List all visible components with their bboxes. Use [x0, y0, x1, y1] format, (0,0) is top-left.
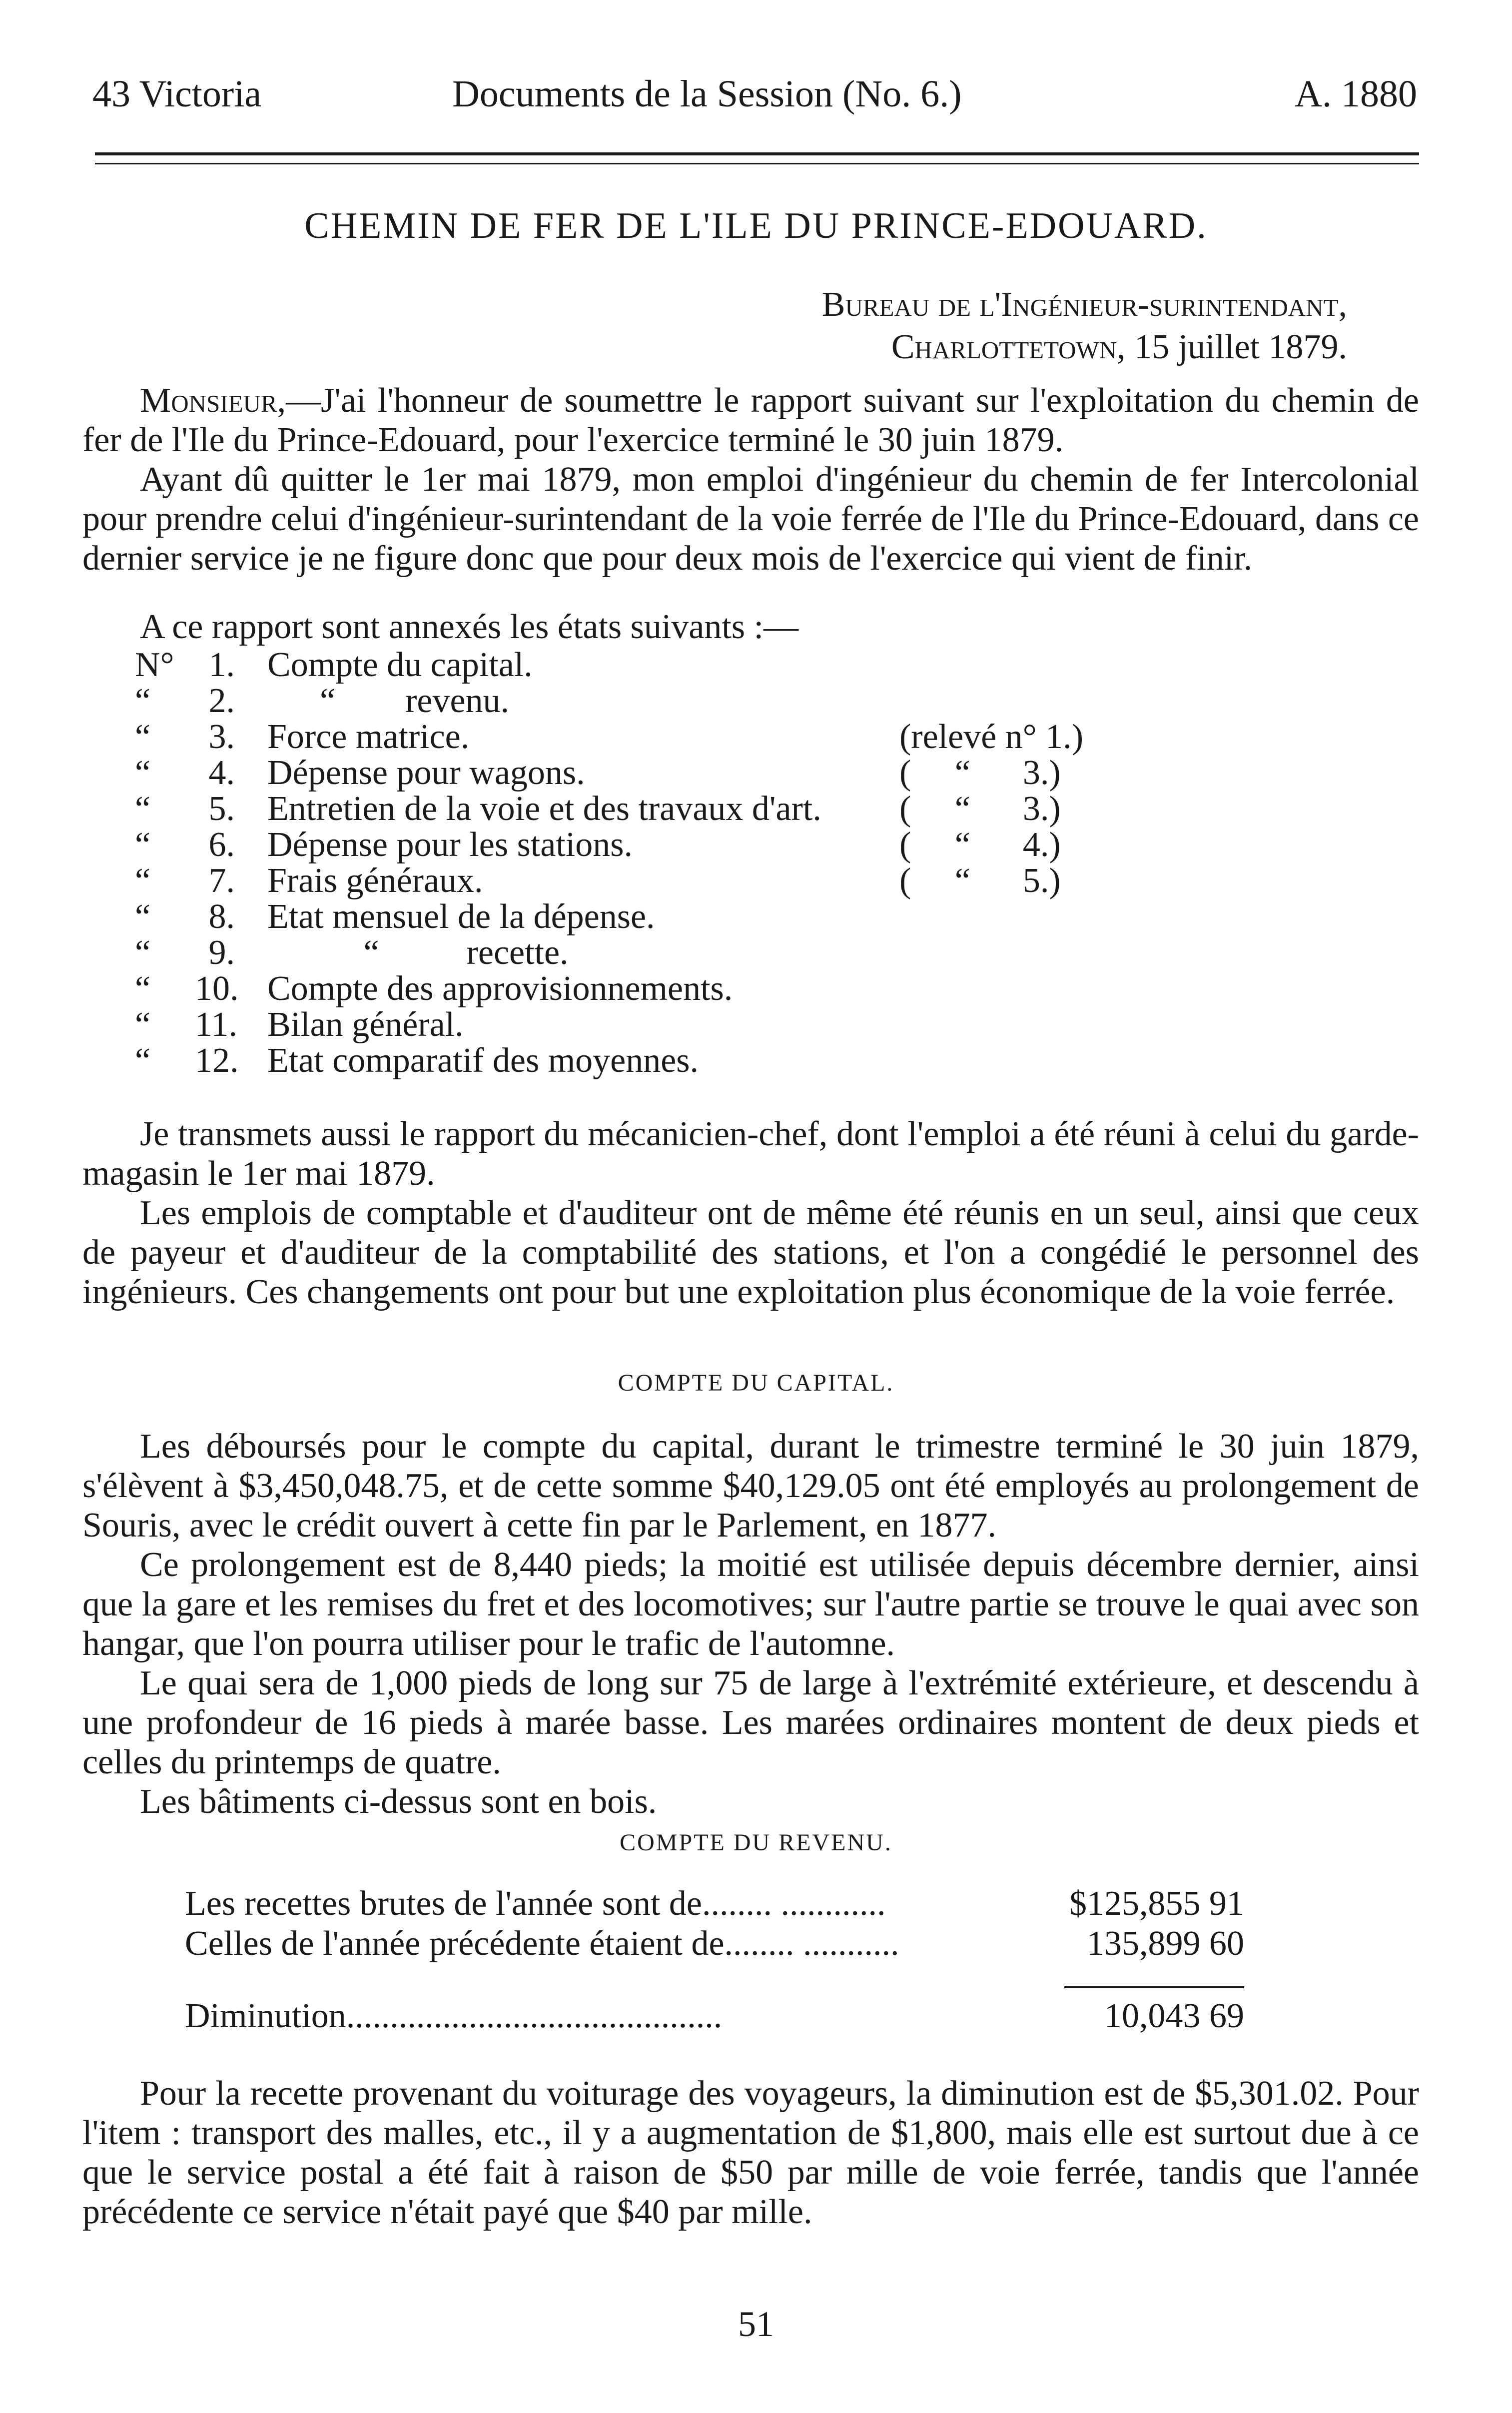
total-label: Diminution........................................... — [185, 1997, 723, 2035]
annex-prefix: “ — [135, 861, 151, 900]
annex-prefix: “ — [135, 754, 151, 792]
annex-label: Dépense pour les stations. — [267, 825, 633, 864]
annex-number: 4. — [208, 754, 235, 792]
section-heading-capital: COMPTE DU CAPITAL. — [618, 1370, 894, 1396]
row-amount: $125,855 91 — [1069, 1884, 1244, 1923]
annex-number: 8. — [208, 897, 235, 936]
paragraph-text: Ayant dû quitter le 1er mai 1879, mon emploi d'ingénieur du chemin de fer Intercolonial pour prendre celui d'ingénieur-surintendant de la voie ferrée de l'Ile du Prince-Edouard, dans ce dernier service je ne figure donc que pour deux mois de l'exercice qui vient de finir. — [82, 460, 1419, 578]
annex-label: Compte des approvisionnements. — [267, 969, 733, 1008]
annex-ref: (relevé n° 1.) — [899, 718, 1084, 756]
intro-text — [82, 381, 1419, 578]
header-document-title: Documents de la Session (No. 6.) — [452, 73, 962, 115]
revenue-table — [185, 1884, 1244, 1964]
annex-label: “ revenu. — [267, 682, 510, 720]
section-heading-revenue: COMPTE DU REVENU. — [620, 1829, 892, 1856]
annex-ref: ( “ 3.) — [899, 754, 1061, 792]
paragraph: Ce prolongement est de 8,440 pieds; la moitié est utilisée depuis décembre dernier, ainsi que la gare et les remises du fret et des locomotives; sur l'autre partie se trouve le quai avec son hangar, que l'on pourra utiliser pour le trafic de l'automne. — [82, 1546, 1419, 1663]
annex-label: Frais généraux. — [267, 861, 483, 900]
annex-prefix: “ — [135, 969, 151, 1008]
annex-intro: A ce rapport sont annexés les états suivants :— — [140, 608, 799, 646]
row-amount: 135,899 60 — [1087, 1924, 1244, 1963]
page-number: 51 — [738, 2304, 774, 2344]
annex-number: 1. — [208, 646, 235, 684]
annex-prefix: “ — [135, 790, 151, 828]
annex-prefix: N° — [135, 646, 174, 684]
signature-date: 15 juillet 1879. — [1125, 328, 1347, 366]
row-label: Les recettes brutes de l'année sont de........ ............ — [185, 1884, 886, 1923]
total-amount: 10,043 69 — [1104, 1997, 1244, 2035]
annex-number: 10. — [195, 969, 239, 1008]
annex-ref: ( “ 5.) — [899, 861, 1061, 900]
annex-number: 6. — [208, 825, 235, 864]
capital-text — [82, 1427, 1419, 1821]
row-label: Celles de l'année précédente étaient de........ ........... — [185, 1924, 899, 1963]
annex-label: Etat mensuel de la dépense. — [267, 897, 655, 936]
paragraph — [82, 460, 1419, 578]
annex-prefix: “ — [135, 897, 151, 936]
paragraph-text: —J'ai l'honneur de soumettre le rapport suivant sur l'exploitation du chemin de fer de l'Ile du Prince-Edouard, pour l'exercice terminé le 30 juin 1879. — [82, 381, 1419, 459]
annex-number: 7. — [208, 861, 235, 900]
header-rule-thick — [95, 152, 1419, 155]
paragraph: Les emplois de comptable et d'auditeur ont de même été réunis en un seul, ainsi que ceux de payeur et d'auditeur de la comptabilité des stations, et l'on a congédié le personnel des ingénieurs. Ces changements ont pour but une exploitation plus économique de la voie ferrée. — [82, 1194, 1419, 1311]
annex-prefix: “ — [135, 933, 151, 972]
annex-ref: ( “ 4.) — [899, 825, 1061, 864]
page-title: CHEMIN DE FER DE L'ILE DU PRINCE-EDOUARD. — [304, 205, 1208, 246]
paragraph: Pour la recette provenant du voiturage des voyageurs, la diminution est de $5,301.02. Pour l'item : transport des malles, etc., il y a augmentation de $1,800, mais elle est surtout due à ce que le service postal a été fait à raison de $50 par mille de voie ferrée, tandis que l'année précédente ce service n'était payé que $40 par mille. — [82, 2074, 1419, 2231]
table-row — [185, 1996, 1244, 2036]
annex-label: Entretien de la voie et des travaux d'art. — [267, 790, 821, 828]
signature-place: Charlottetown, — [891, 328, 1126, 366]
salutation: Monsieur, — [140, 381, 286, 420]
annex-number: 9. — [208, 933, 235, 972]
signature-office: Bureau de l'Ingénieur-surintendant, — [821, 285, 1347, 324]
annex-label: Etat comparatif des moyennes. — [267, 1041, 699, 1080]
paragraph: Les bâtiments ci-dessus sont en bois. — [140, 1782, 657, 1821]
annex-prefix: “ — [135, 825, 151, 864]
header-session-year: 43 Victoria — [92, 73, 262, 115]
paragraph: Le quai sera de 1,000 pieds de long sur 75 de large à l'extrémité extérieure, et descendu à une profondeur de 16 pieds à marée basse. Les marées ordinaires montent de deux pieds et celles du printemps de quatre. — [82, 1664, 1419, 1781]
annex-number: 12. — [195, 1041, 239, 1080]
annex-prefix: “ — [135, 1041, 151, 1080]
paragraph: Les déboursés pour le compte du capital, durant le trimestre terminé le 30 juin 1879, s'élèvent à $3,450,048.75, et de cette somme $40,129.05 ont été employés au prolongement de Souris, avec le crédit ouvert à cette fin par le Parlement, en 1877. — [82, 1427, 1419, 1545]
annex-label: Compte du capital. — [267, 646, 533, 684]
paragraph — [82, 381, 1419, 460]
signature-place-date — [891, 327, 1347, 367]
header-rule-thin — [95, 163, 1419, 164]
annex-label: “ recette. — [267, 933, 569, 972]
paragraph: Je transmets aussi le rapport du mécanicien-chef, dont l'emploi a été réuni à celui du garde-magasin le 1er mai 1879. — [82, 1115, 1419, 1193]
annex-number: 3. — [208, 718, 235, 756]
annex-label: Force matrice. — [267, 718, 470, 756]
annex-number: 11. — [195, 1005, 237, 1044]
table-row — [185, 1924, 1244, 1964]
table-row — [185, 1884, 1244, 1924]
annex-prefix: “ — [135, 718, 151, 756]
annex-number: 2. — [208, 682, 235, 720]
annex-label: Dépense pour wagons. — [267, 754, 585, 792]
total-rule — [1064, 1986, 1244, 1988]
revenue-text — [82, 2074, 1419, 2232]
annex-prefix: “ — [135, 682, 151, 720]
staff-changes-text — [82, 1114, 1419, 1312]
revenue-total — [185, 1996, 1244, 2036]
annex-prefix: “ — [135, 1005, 151, 1044]
annex-number: 5. — [208, 790, 235, 828]
annex-ref: ( “ 3.) — [899, 790, 1061, 828]
header-reference: A. 1880 — [1295, 73, 1417, 115]
annex-label: Bilan général. — [267, 1005, 464, 1044]
